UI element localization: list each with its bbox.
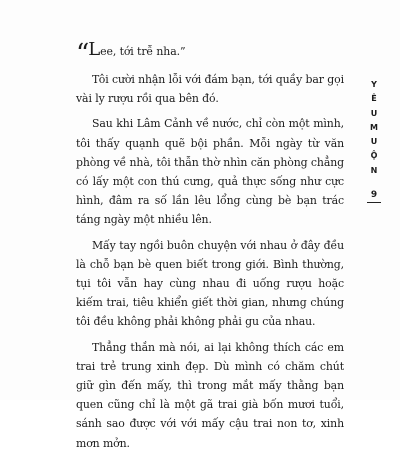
running-title-letter: Ộ (370, 151, 378, 161)
paragraph-4: Thẳng thắn mà nói, ai lại không thích các em trai trẻ trung xinh đẹp. Dù mình có chăm chút giữ gìn đến mấy, thì trong mắt mấy thằng bạn quen cũng chỉ là một gã trai già bốn mươi tuổi, sánh sao được với với mấy cậu trai non tơ, xinh mơn mởn. (76, 340, 344, 450)
opening-line (76, 39, 344, 69)
running-title-letter: Ê (371, 94, 377, 104)
paragraph-2: Sau khi Lâm Cảnh về nước, chỉ còn một mình, tôi thấy quạnh quẽ bội phần. Mỗi ngày từ văn phòng về nhà, tôi thẫn thờ nhìn căn phòng chẳng có lấy một con thú cưng, quả thực sống như cực hình, đâm ra số lần lêu lổng cùng bè bạn trác táng ngày một nhiều lên. (76, 117, 344, 227)
running-title-letter: N (370, 165, 378, 175)
running-title-letter: U (370, 108, 378, 118)
opening-initial: L (88, 39, 101, 60)
paragraph-1: Tôi cười nhận lỗi với đám bạn, tới quầy bar gọi vài ly rượu rồi qua bên đó. (76, 73, 344, 106)
running-title-letter: U (370, 137, 378, 147)
opening-line-text: ee, tới trễ nha.” (100, 45, 186, 58)
paragraph-3: Mấy tay ngồi buôn chuyện với nhau ở đây đều là chỗ bạn bè quen biết trong giới. Bình thường, tụi tôi vẫn hay cùng nhau đi uống rượu hoặc kiếm trai, tiêu khiển giết thời gian, nhưng chúng tôi đều không phải không phải gu của nhau. (76, 238, 344, 329)
side-margin (364, 78, 384, 203)
opening-quote-mark: “ (76, 39, 89, 69)
page-number-rule (367, 202, 381, 203)
running-title (364, 78, 384, 178)
running-title-letter: M (370, 122, 378, 132)
body-text (76, 40, 344, 459)
page-number: 9 (370, 190, 378, 201)
running-title-letter: Y (371, 80, 377, 89)
